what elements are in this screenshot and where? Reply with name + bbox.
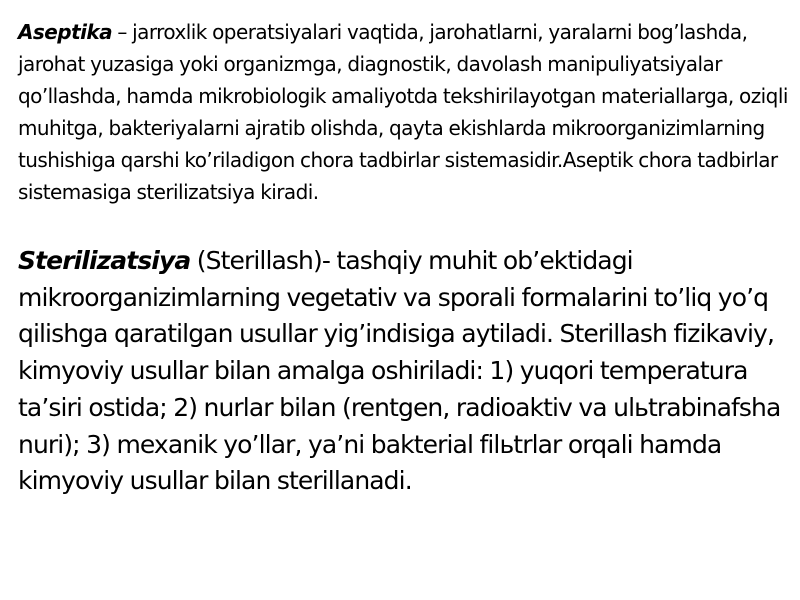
sterilizatsiya-paragraph: [18, 243, 793, 500]
aseptika-definition: – jarroxlik operatsiyalari vaqtida, jarohatlarni, yaralarni bog’lashda, jarohat yuzasiga yoki organizmga, diagnostik, davolash manipuliyatsiyalar qo’llashda, hamda mikrobiologik amaliyotda tekshirilayotgan materiallarga, oziqli muhitga, bakteriyalarni ajratib olishda, qayta ekishlarda mikroorganizimlarning tushishiga qarshi ko’riladigon chora tadbirlar sistemasidir.Aseptik chora tadbirlar sistemasiga sterilizatsiya kiradi.: [18, 20, 788, 204]
sterilizatsiya-definition: (Sterillash)- tashqiy muhit ob’ektidagi mikroorganizimlarning vegetativ va sporali formalarini to’liq yo’q qilishga qaratilgan usullar yig’indisiga aytiladi. Sterillash fizikaviy, kimyoviy usullar bilan amalga oshiriladi: 1) yuqori temperatura ta’siri ostida; 2) nurlar bilan (rentgen, radioaktiv va ulьtrabinafsha nuri); 3) mexanik yo’llar, ya’ni bakterial filьtrlar orqali hamda kimyoviy usullar bilan sterillanadi.: [18, 246, 781, 496]
sterilizatsiya-term: Sterilizatsiya: [18, 246, 191, 275]
aseptika-paragraph: [18, 16, 788, 208]
aseptika-term: Aseptika: [18, 20, 113, 44]
